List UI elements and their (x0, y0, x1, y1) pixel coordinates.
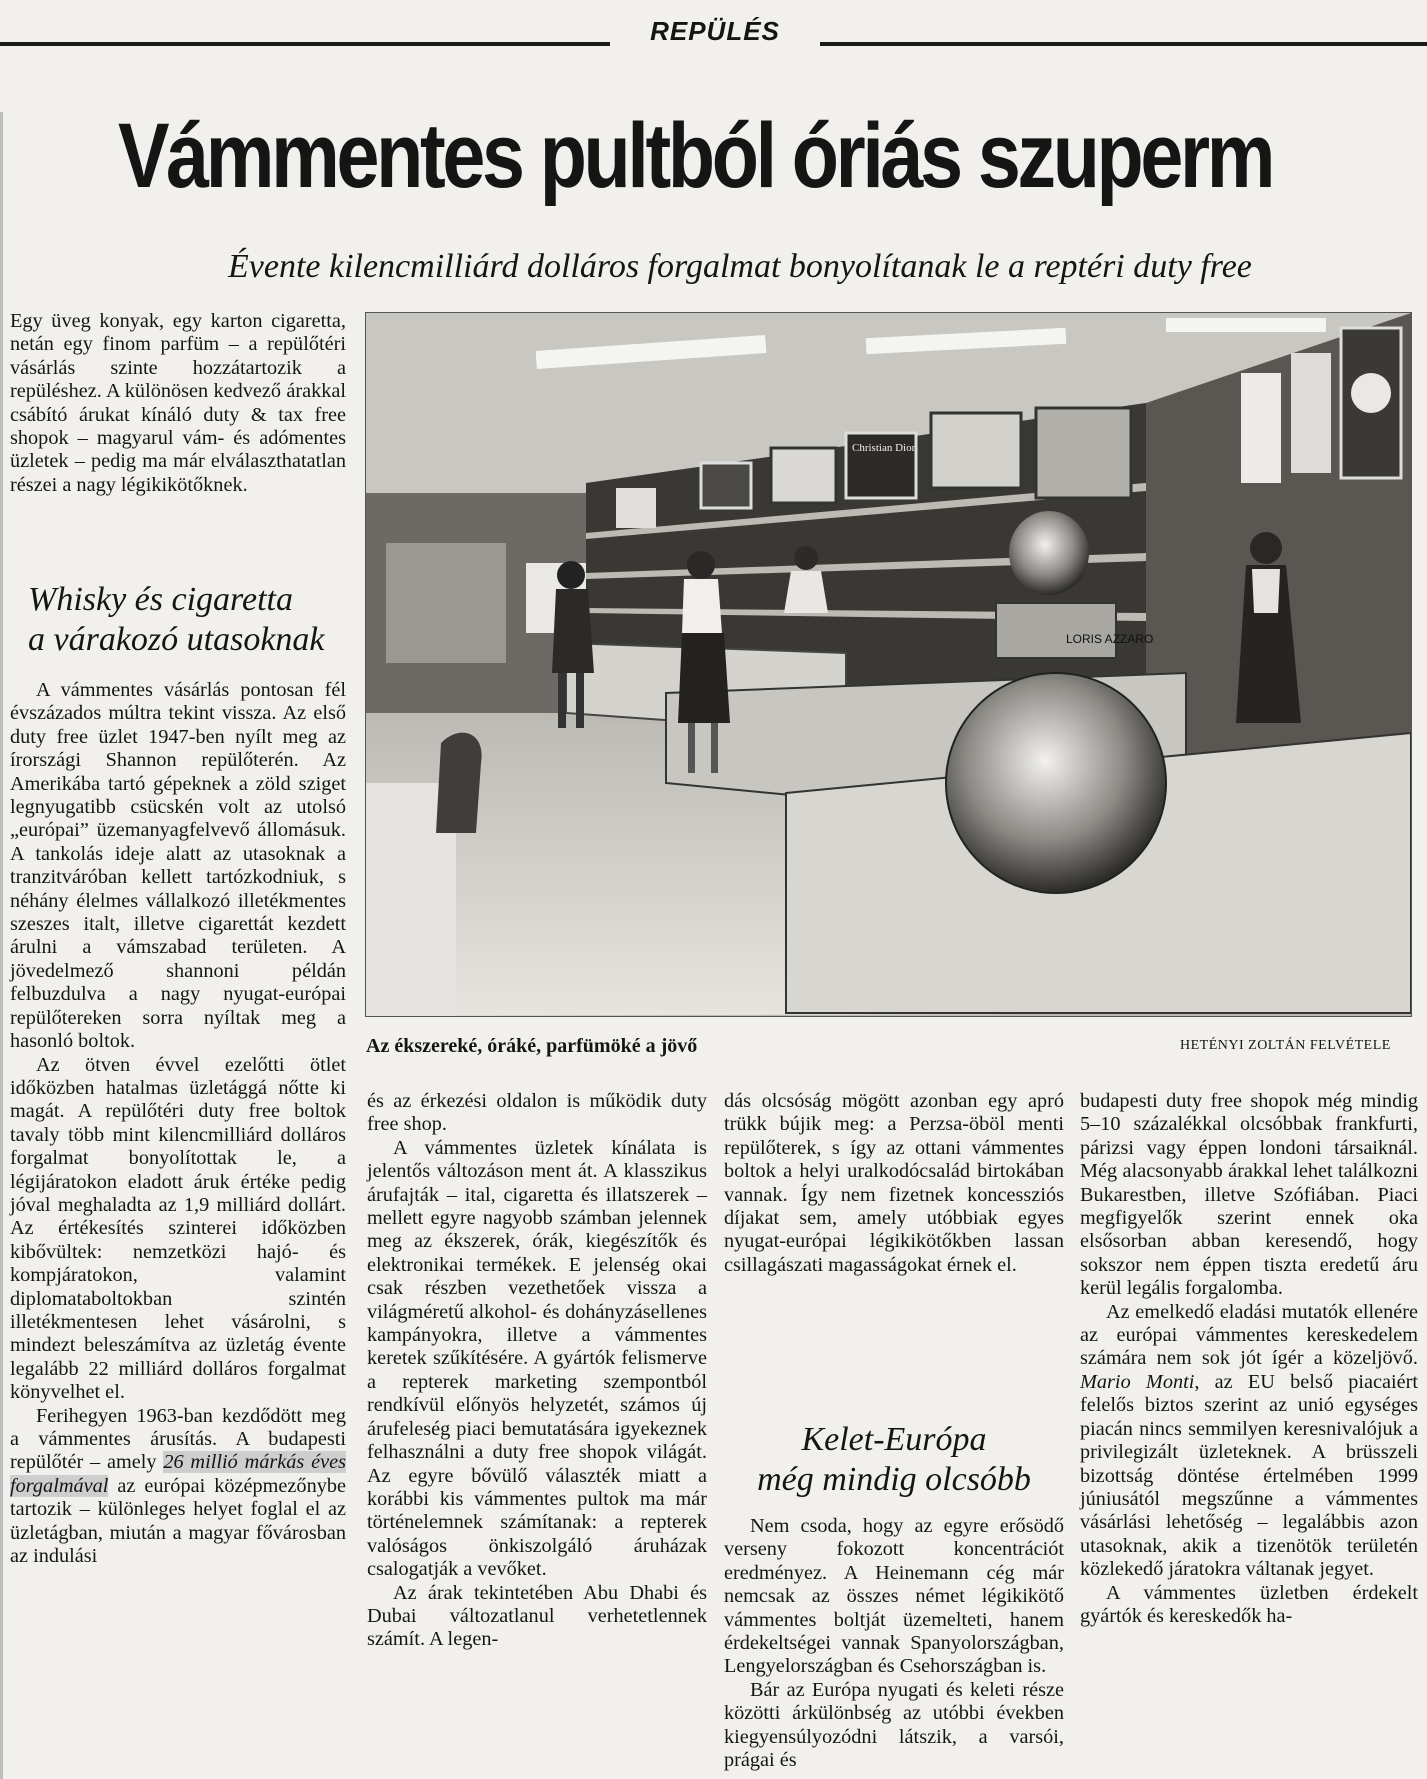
subhead-whisky-line-2: a várakozó utasoknak (28, 621, 325, 658)
subhead-kelet-line-2: még mindig olcsóbb (757, 1461, 1031, 1498)
paragraph: dás olcsóság mögött azonban egy apró trükk bújik meg: a Perzsa-öböl menti repülőterek, s így az ottani vámmentes boltok a helyi uralkodócsalád birtokában vannak. Így nem fizetnek koncessziós díjakat sem, amely utóbbiak egyes nyugat-európai légikikötőkben lassan csillagászati magasságokat érnek el. (724, 1090, 1064, 1276)
paragraph: és az érkezési oldalon is működik duty free shop. (367, 1090, 707, 1136)
ceiling-light (1166, 318, 1326, 332)
paragraph: A vámmentes üzletben érdekelt gyártók és kereskedők ha- (1080, 1581, 1418, 1627)
person-name: Mario Monti (1080, 1370, 1195, 1393)
shop-photo-illustration (366, 313, 1411, 1016)
paragraph: A vámmentes üzletek kínálata is jelentős változáson ment át. A klasszikus árufajták – ital, cigaretta és illatszerek – mellett egyre nagyobb számban jelennek meg az ékszerek, órák, kiegészítők és elektronikai termékek. E jelenség okai csak részben vezethetőek vissza a világméretű alkohol- és dohányzásellenes kampányokra, illetve a vámmentes keretek szűkítésére. A gyártók felismerve a repterek marketing szempontból rendkívül előnyös helyzetét, számos új árufeleség piaci bemutatására igyekeznek felhasználni a duty free shopok világát. Az egyre bővülő választék miatt a korábbi kis vámmentes pultok ma már történelemnek számítanak: a repterek valóságos önkiszolgáló áruházak csalogatják a vevőket. (367, 1136, 707, 1581)
column-3-continued (724, 1515, 1064, 1772)
poster (1036, 408, 1131, 498)
paragraph: Az ötven évvel ezelőtti ötlet időközben hatalmas üzletággá nőtte ki magát. A repülőtéri duty free boltok tavaly több mint kilencmilliárd dolláros forgalmat bonyolítottak le, a légijáratokon eladott áruk értéke pedig jóval meghaladta az 1,9 milliárd dollárt. Az értékesítés szinterei időközben kibővültek: nemzetközi hajó- és kompjáratokon, valamint diplomataboltokban szintén illetékmentesen lehet vásárolni, s mindezt beleszámítva az üzletág évente legalább 22 milliárd dolláros forgalmat könyvelhet el. (10, 1053, 346, 1404)
column-4 (1080, 1090, 1418, 1628)
column-2 (367, 1090, 707, 1652)
section-label: REPÜLÉS (610, 14, 820, 48)
column-1-body (10, 679, 346, 1568)
subhead-kelet-line-1: Kelet-Európa (801, 1421, 987, 1458)
paragraph: Az árak tekintetében Abu Dhabi és Dubai változatlanul verhetetlennek számít. A legen- (367, 1581, 707, 1651)
poster (701, 463, 751, 508)
glass-globe (946, 673, 1166, 893)
headline: Vámmentes pultból óriás szuperm (118, 105, 1273, 207)
paragraph: A vámmentes vásárlás pontosan fél évszázados múltra tekint vissza. Az első duty free üzlet 1947-ben nyílt meg az írországi Shannon repülőterén. Az Amerikába tartó gépeknek a zöld sziget legnyugatibb csücskén volt az utolsó „európai” üzemanyagfelvevő állomásuk. A tankolás ideje alatt az utasoknak a tranzitváróban kellett tartózkodniuk, s néhány élelmes vállalkozó illetékmentes szeszes italt, illetve cigarettát kezdett árulni a vámszabad területen. A jövedelmező shannoni példán felbuzdulva a nagy nyugat-európai repülőtereken sorra nyíltak meg a hasonló boltok. (10, 679, 346, 1053)
paragraph (10, 1405, 346, 1569)
paragraph-text: az európai középmezőnybe tartozik – különleges helyet foglal el az üzletágban, miután a magyar fővárosban az indulási (10, 1474, 346, 1568)
subheadline: Évente kilencmilliárd dolláros forgalmat bonyolítanak le a reptéri duty free (228, 248, 1252, 285)
back-window (386, 543, 506, 663)
highlighted-phrase: 26 millió márkás éves forgalmával (10, 1451, 346, 1497)
paragraph-text: Az emelkedő eladási mutatók ellenére az európai vámmentes kereskedelem számára nem sok jót ígér a közeljövő. (1080, 1300, 1418, 1370)
figure-sculpture (436, 733, 482, 833)
lead-paragraph: Egy üveg konyak, egy karton cigaretta, netán egy finom parfüm – a repülőtéri vásárlás szinte hozzátartozik a repüléshez. A különösen kedvező árakkal csábító árukat kínáló duty & tax free shopok – magyarul vám- és adómentes üzletek – pedig ma már elválaszthatatlan részei a nagy légikikötőknek. (10, 310, 346, 496)
paragraph: Nem csoda, hogy az egyre erősödő verseny fokozott koncentrációt eredményez. A Heinemann cég már nemcsak az összes német légikikötő vámmentes boltját üzemelteti, hanem érdekeltségei vannak Spanyolországban, Lengyelországban és Csehországban is. (724, 1515, 1064, 1678)
paragraph: Bár az Európa nyugati és keleti része közötti árkülönbség az utóbbi években kiegyensúlyozódni látszik, a varsói, prágai és (724, 1678, 1064, 1772)
column-1-lead (10, 310, 346, 497)
paragraph-text: Ferihegyen 1963-ban kezdődött meg a vámmentes árusítás. A budapesti repülőtér – amely (10, 1404, 346, 1474)
subhead-whisky (28, 580, 325, 660)
photo-caption: Az ékszereké, óráké, parfümöké a jövő (366, 1035, 698, 1057)
shop-photo (365, 312, 1412, 1017)
column-3 (724, 1090, 1064, 1277)
paragraph-text: , az EU belső piacaiért felelős biztos szerint az unió egységes piacán nincs semmilyen keresnivalójuk a privilegizált üzleteknek. A brüsszeli bizottság döntése értelmében 1999 júniusától megszűnne a vámmentes vásárlási lehetőség – legalábbis azon utasoknak, akik a tizenötök területén közlekedő járatokra váltanak jegyet. (1080, 1370, 1418, 1581)
paragraph: budapesti duty free shopok még mindig 5–10 százalékkal olcsóbbak frankfurti, párizsi vagy éppen londoni társaiknál. Még alacsonyabb árakkal lehet találkozni Bukarestben, illetve Szófiában. Piaci megfigyelők szerint ennek oka elsősorban abban keresendő, hogy sokszor nem éppen tiszta eredetű áru kerül legális forgalomba. (1080, 1090, 1418, 1300)
poster (1291, 353, 1331, 473)
poster (771, 448, 836, 503)
subhead-kelet (724, 1420, 1064, 1500)
poster (1241, 373, 1281, 483)
dior-sign: Christian Dior (852, 442, 916, 454)
left-edge-rule (0, 112, 3, 1779)
poster (931, 413, 1021, 488)
photo-credit: HETÉNYI ZOLTÁN FELVÉTELE (1180, 1038, 1391, 1053)
gift-basket (996, 603, 1116, 658)
azzaro-sign: LORIS AZZARO (1066, 632, 1154, 646)
poster-face (1351, 373, 1391, 413)
subhead-whisky-line-1: Whisky és cigaretta (28, 581, 293, 618)
perfume-bottle (1009, 511, 1089, 595)
paragraph (1080, 1301, 1418, 1582)
poster (616, 488, 656, 528)
